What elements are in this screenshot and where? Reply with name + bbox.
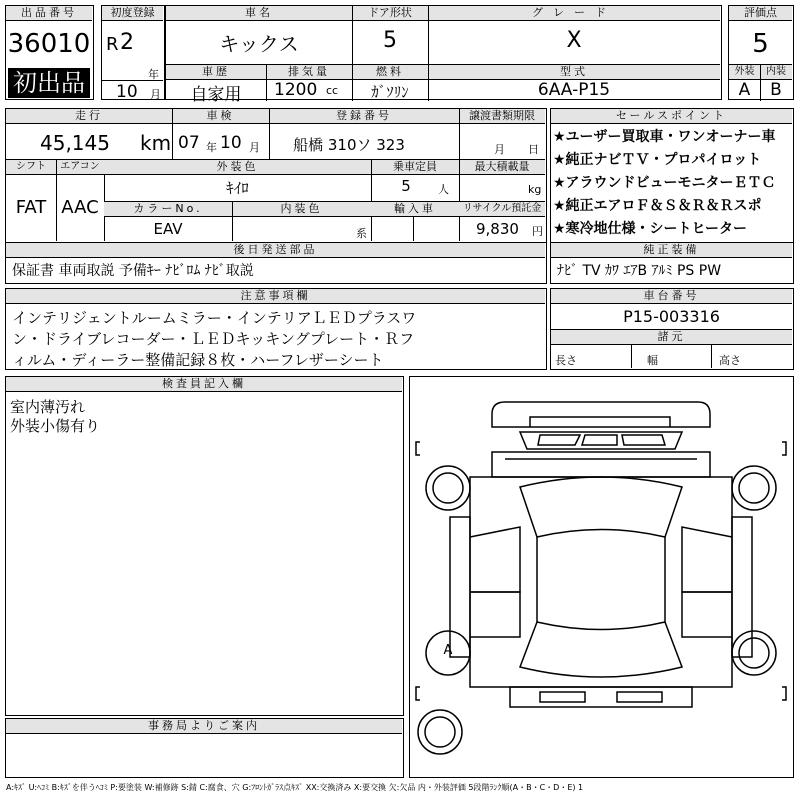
sales-points-label: セールスポイント [551,109,792,124]
notes-line-2: ン・ドライブレコーダー・ＬＥＤキッキングプレート・Ｒフ [12,330,415,348]
import-label: 輸入車 [371,202,459,217]
height-label: 高さ [719,354,741,367]
sales-point-2: ★純正ナビＴＶ・プロパイロット [553,152,762,168]
transfer-day-unit: 日 [528,143,539,156]
interior-score-label: 内装 [760,65,792,80]
dimensions-label: 諸元 [551,330,792,345]
color-number-value: EAV [153,220,183,238]
first-registration-year: 2 [120,30,134,55]
lot-number-box [5,5,94,100]
interior-color-suffix: 系 [356,227,367,240]
recycle-unit: 円 [532,225,543,238]
car-info-box [165,5,722,105]
car-diagram [409,376,794,778]
notes-line-3: ィルム・ディーラー整備記録８枚・ハーフレザーシート [12,351,384,369]
score-value: 5 [752,29,769,59]
displacement-unit: cc [326,84,339,97]
inspection-year-unit: 年 [206,141,217,154]
sales-point-4: ★純正エアロＦ＆Ｓ＆Ｒ＆Ｒスポ [553,198,762,214]
first-registration-year-unit: 年 [148,68,159,81]
fuel-value: ｶﾞｿﾘﾝ [371,83,409,101]
mileage-unit: km [140,131,172,155]
office-box [5,718,404,778]
capacity-value: 5 [401,177,411,195]
displacement-label: 排気量 [266,65,352,80]
interior-color-label: 内装色 [232,202,371,217]
chassis-box [550,288,794,370]
first-registration-era: R [106,34,119,55]
grade-value: X [566,28,582,53]
later-parts-label: 後日発送部品 [6,243,545,258]
mileage-value: 45,145 [40,131,110,155]
doors-label: ドア形状 [352,6,428,21]
sales-point-5: ★寒冷地仕様・シートヒーター [553,221,747,237]
history-value: 自家用 [190,85,242,105]
inspection-label: 車検 [172,109,269,124]
lot-number-label: 出品番号 [6,6,92,21]
lot-number: 36010 [7,29,91,59]
exterior-score-label: 外装 [729,65,760,80]
office-label: 事務局よりご案内 [6,719,402,734]
shift-label: シフト [6,160,56,175]
capacity-unit: 人 [438,183,449,196]
plate-value: 船橋 310ソ 323 [293,136,405,154]
genuine-equipment-label: 純正装備 [551,243,792,258]
car-name-label: 車名 [166,6,352,21]
genuine-equipment-box [550,242,794,284]
first-registration-label: 初度登録 [102,6,163,21]
history-label: 車歴 [166,65,266,80]
inspector-label: 検査員記入欄 [6,377,402,392]
interior-score-value: B [770,80,782,100]
notes-label: 注意事項欄 [6,289,545,304]
doors-value: 5 [383,28,397,53]
first-registration-box [101,5,165,100]
exterior-color-value: ｷｲﾛ [226,179,249,197]
car-name: キックス [219,32,299,56]
chassis-label: 車台番号 [551,289,792,304]
length-label: 長さ [555,354,577,367]
inspector-box [5,376,404,716]
transfer-month-unit: 月 [494,143,505,156]
displacement-value: 1200 [274,80,318,100]
max-load-label: 最大積載量 [459,160,545,175]
exterior-color-label: 外装色 [104,160,371,175]
model-label: 型式 [428,65,720,80]
ac-value: AAC [61,197,99,218]
legend: A:ｷｽﾞ U:ﾍｺﾐ B:ｷｽﾞを伴うﾍｺﾐ P:要塗装 W:補修跡 S:錆 C:腐食、穴 G:ﾌﾛﾝﾄｶﾞﾗｽ点ｷｽﾞ XX:交換済み X:要交換 欠:欠品 内・外装評価 5段階ﾗﾝｸ順(A・B・C・D・E) 1 [6,783,584,792]
inspector-line-2: 外装小傷有り [10,417,101,435]
sales-point-3: ★アラウンドビューモニターＥＴＣ [553,175,776,191]
capacity-label: 乗車定員 [371,160,459,175]
first-registration-month-unit: 月 [150,88,161,101]
color-number-label: カラーNo. [104,202,232,217]
later-parts-value: 保証書 車両取説 予備ｷｰ ﾅﾋﾞﾛﾑ ﾅﾋﾞ取説 [12,263,254,279]
width-label: 幅 [647,354,658,367]
notes-box [5,288,547,370]
chassis-value: P15-003316 [623,307,720,326]
inspector-line-1: 室内薄汚れ [10,398,86,416]
sales-point-1: ★ユーザー買取車・ワンオーナー車 [553,129,776,145]
genuine-equipment-value: ﾅﾋﾞ TV ｶﾜ ｴｱB ｱﾙﾐ PS PW [557,263,722,279]
fuel-label: 燃料 [352,65,428,80]
grade-label: グレード [428,6,720,21]
inspection-month: 10 [220,133,242,153]
ac-label: エアコン [56,160,104,175]
exterior-score-value: A [738,80,751,100]
shift-value: FAT [15,197,47,218]
later-parts-box [5,242,547,284]
first-registration-month: 10 [116,82,138,102]
damage-mark-a: A [443,643,453,658]
plate-label: 登録番号 [269,109,459,124]
max-load-unit: kg [528,183,542,196]
transfer-label: 譲渡書類期限 [459,109,545,124]
details-box [5,108,547,243]
score-box [728,5,794,100]
inspection-month-unit: 月 [249,141,260,154]
recycle-label: リサイクル預託金 [459,202,545,217]
sales-points-box [550,108,794,243]
mileage-label: 走行 [6,109,172,124]
score-label: 評価点 [729,6,792,21]
recycle-value: 9,830 [476,220,519,238]
model-value: 6AA-P15 [537,80,611,100]
first-listing-badge: 初出品 [8,68,90,98]
car-outline-drawing [410,377,792,776]
notes-line-1: インテリジェントルームミラー・インテリアＬＥＤプラスワ [12,309,417,327]
inspection-year: 07 [178,133,200,153]
